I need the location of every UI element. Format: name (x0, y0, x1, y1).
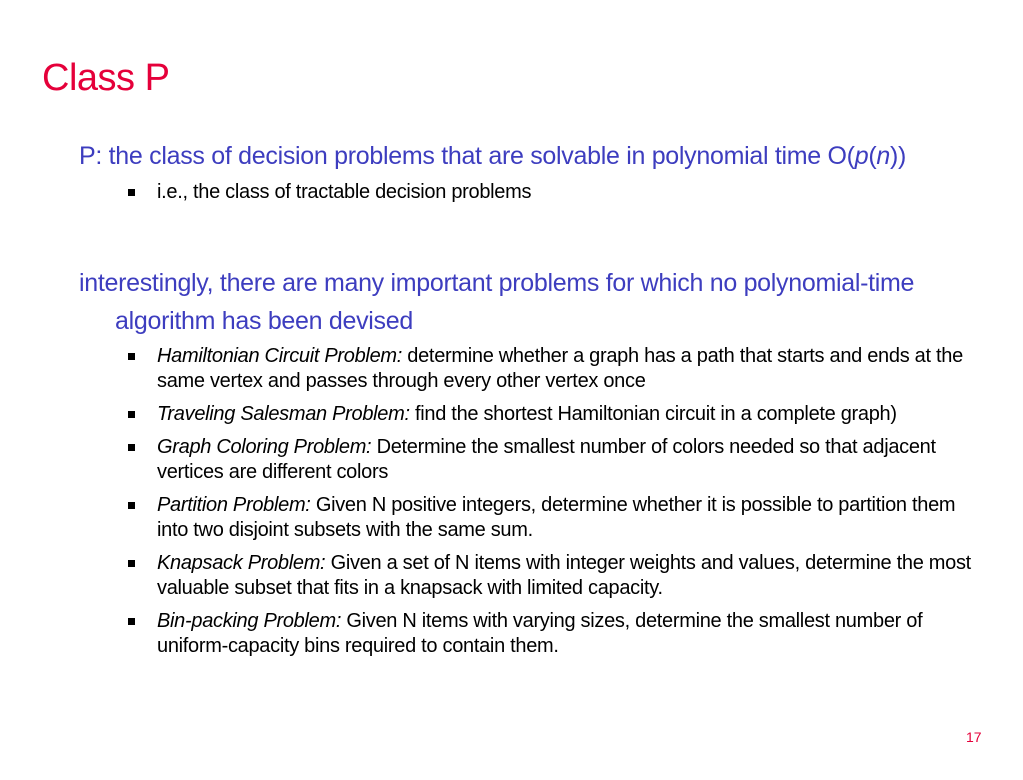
problem-term: Knapsack Problem: (157, 552, 326, 574)
list-item (128, 180, 988, 205)
list-item (128, 435, 988, 485)
square-bullet-icon (128, 189, 135, 196)
definition-point (79, 137, 1020, 175)
definition-text: P: the class of decision problems that are solvable in polynomial time O( (79, 142, 855, 170)
list-item (128, 551, 988, 601)
square-bullet-icon (128, 353, 135, 360)
problem-term: Hamiltonian Circuit Problem: (157, 345, 403, 367)
problem-description: Given a set of N items with integer weights and values, determine the most valuable subset that fits in a knapsack with limited capacity. (157, 552, 971, 599)
definition-p-var: p (854, 142, 869, 170)
list-item (128, 344, 988, 394)
definition-sublist (128, 180, 988, 213)
page-number: 17 (966, 729, 982, 745)
square-bullet-icon (128, 411, 135, 418)
definition-close: )) (889, 142, 907, 170)
intractable-point: interestingly, there are many important problems for which no polynomial-time algorithm has been devised (79, 269, 915, 335)
list-item-text: i.e., the class of tractable decision problems (157, 181, 532, 203)
problem-list (128, 344, 988, 667)
problem-term: Partition Problem: (157, 494, 311, 516)
problem-description: Given N positive integers, determine whether it is possible to partition them into two disjoint subsets with the same sum. (157, 494, 956, 541)
square-bullet-icon (128, 502, 135, 509)
problem-term: Traveling Salesman Problem: (157, 403, 410, 425)
definition-paren: ( (868, 142, 877, 170)
list-item (128, 493, 988, 543)
problem-description: find the shortest Hamiltonian circuit in a complete graph) (409, 403, 897, 425)
problem-description: Given N items with varying sizes, determine the smallest number of uniform-capacity bins required to contain them. (157, 610, 923, 657)
square-bullet-icon (128, 618, 135, 625)
problem-term: Bin-packing Problem: (157, 610, 342, 632)
list-item (128, 402, 988, 427)
list-item (128, 609, 988, 659)
problem-term: Graph Coloring Problem: (157, 436, 372, 458)
slide-title: Class P (42, 57, 170, 99)
square-bullet-icon (128, 444, 135, 451)
problem-description: determine whether a graph has a path that starts and ends at the same vertex and passes through every other vertex once (157, 345, 963, 392)
definition-n-var: n (876, 142, 890, 170)
problem-description: Determine the smallest number of colors needed so that adjacent vertices are different colors (157, 436, 936, 483)
square-bullet-icon (128, 560, 135, 567)
